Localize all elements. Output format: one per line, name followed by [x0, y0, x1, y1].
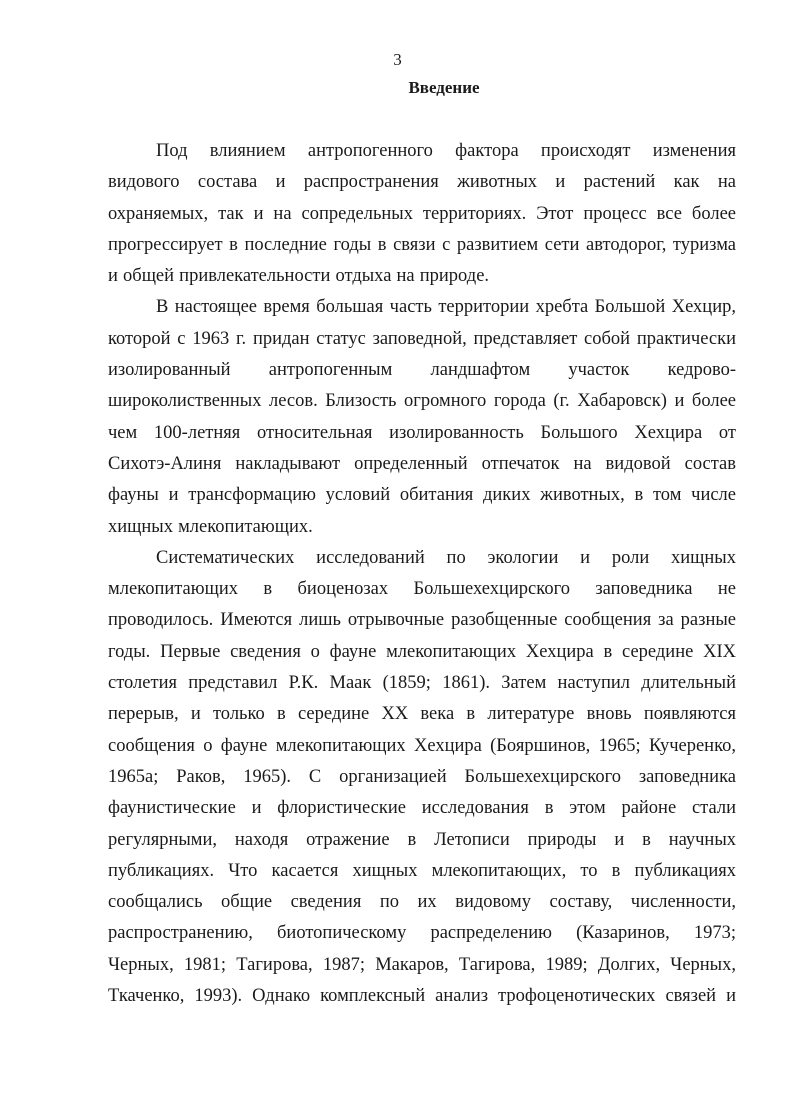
text-line: охраняемых, так и на сопредельных территориях. Этот процесс все более: [108, 203, 736, 224]
text-line: изолированный антропогенным ландшафтом участок кедрово-: [108, 360, 736, 381]
text-line: В настоящее время большая часть территории хребта Большой Хехцир,: [156, 297, 736, 318]
text-line: видового состава и распространения животных и растений как на: [108, 172, 736, 193]
body-text: [108, 136, 736, 1012]
text-line: Черных, 1981; Тагирова, 1987; Макаров, Тагирова, 1989; Долгих, Черных,: [108, 954, 736, 975]
text-line: широколиственных лесов. Близость огромного города (г. Хабаровск) и более: [108, 391, 736, 412]
text-line: регулярными, находя отражение в Летописи природы и в научных: [108, 829, 736, 850]
text-line: распространению, биотопическому распределению (Казаринов, 1973;: [108, 923, 736, 944]
paragraph-1: [108, 136, 736, 292]
text-line: фаунистические и флористические исследования в этом районе стали: [108, 798, 736, 819]
text-line: проводилось. Имеются лишь отрывочные разобщенные сообщения за разные: [108, 610, 736, 631]
text-line: фауны и трансформацию условий обитания диких животных, в том числе: [108, 485, 736, 506]
text-line: сообщения о фауне млекопитающих Хехцира (Бояршинов, 1965; Кучеренко,: [108, 735, 736, 756]
paragraph-3: [108, 543, 736, 1012]
text-line: которой с 1963 г. придан статус заповедной, представляет собой практически: [108, 328, 736, 349]
text-line: перерыв, и только в середине XX века в литературе вновь появляются: [108, 704, 736, 725]
text-line: Сихотэ-Алиня накладывают определенный отпечаток на видовой состав: [108, 453, 736, 474]
text-line: млекопитающих в биоценозах Большехехцирского заповедника не: [108, 579, 736, 600]
page-number: 3: [393, 50, 402, 69]
text-line: 1965а; Раков, 1965). С организацией Большехехцирского заповедника: [108, 766, 736, 787]
text-line: Ткаченко, 1993). Однако комплексный анализ трофоценотических связей и: [108, 986, 736, 1007]
text-line: столетия представил Р.К. Маак (1859; 1861). Затем наступил длительный: [108, 673, 736, 694]
text-line: прогрессирует в последние годы в связи с развитием сети автодорог, туризма: [108, 234, 736, 255]
section-heading: Введение: [408, 78, 480, 97]
text-line: Под влиянием антропогенного фактора происходят изменения: [156, 141, 736, 161]
text-line: сообщались общие сведения по их видовому составу, численности,: [108, 892, 736, 913]
text-line: и общей привлекательности отдыха на природе.: [108, 266, 490, 287]
text-line: хищных млекопитающих.: [108, 516, 313, 537]
text-line: публикациях. Что касается хищных млекопитающих, то в публикациях: [108, 860, 736, 881]
paragraph-2: [108, 292, 736, 542]
text-line: Систематических исследований по экологии и роли хищных: [156, 547, 736, 568]
text-line: годы. Первые сведения о фауне млекопитающих Хехцира в середине XIX: [108, 641, 736, 662]
text-line: чем 100-летняя относительная изолированность Большого Хехцира от: [108, 422, 736, 443]
